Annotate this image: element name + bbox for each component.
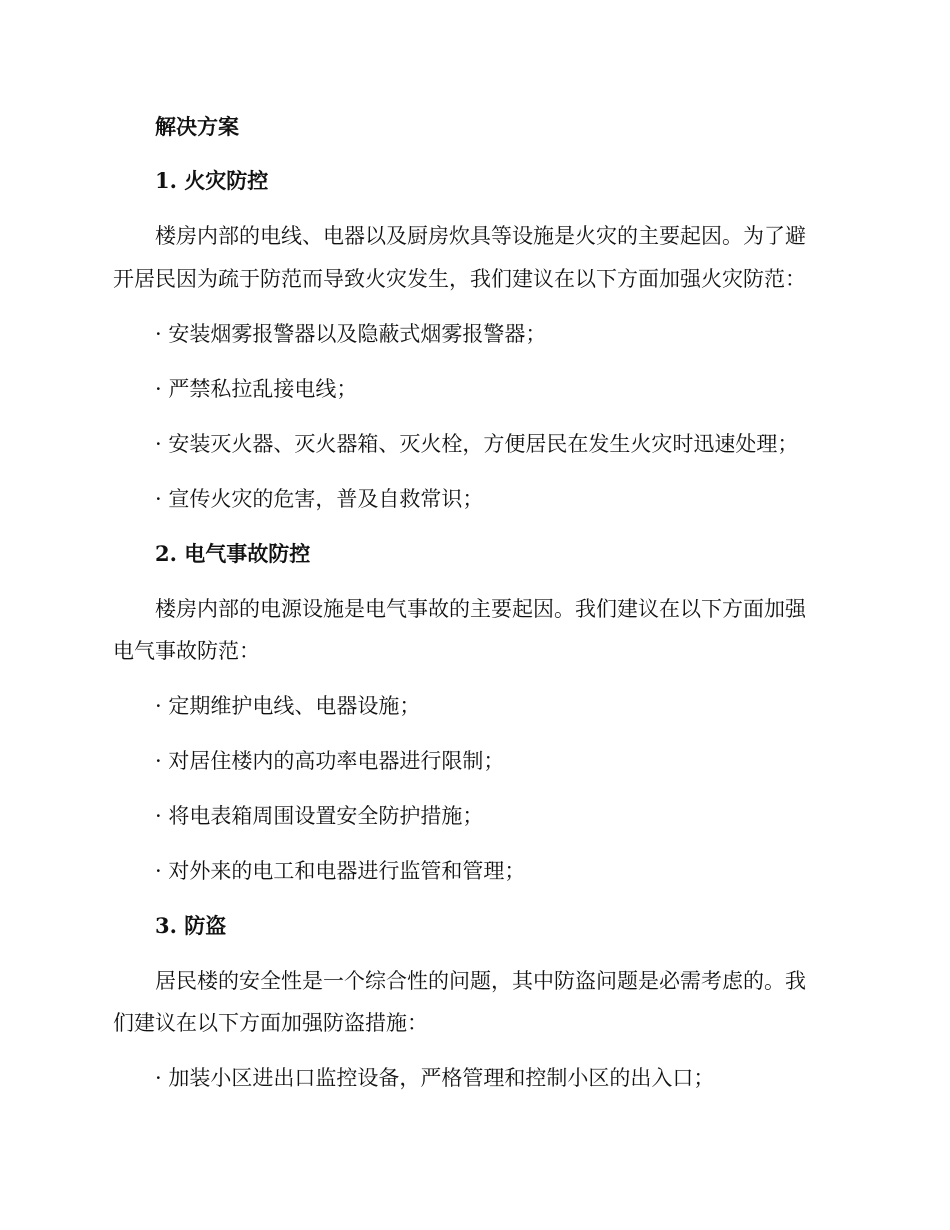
section-electrical-paragraph-line-2: 电气事故防范： [113,639,260,663]
section-title-electrical: 2. 电气事故防控 [155,541,311,566]
bullet-item: · 将电表箱周围设置安全防护措施； [155,804,484,828]
section-theft-paragraph-line-2: 们建议在以下方面加强防盗措施： [113,1011,428,1035]
document-heading: 解决方案 [155,114,239,139]
bullet-item: · 对居住楼内的高功率电器进行限制； [155,749,505,773]
section-title-fire: 1. 火灾防控 [155,168,269,193]
section-electrical-paragraph-line-1: 楼房内部的电源设施是电气事故的主要起因。我们建议在以下方面加强 [155,597,806,621]
section-theft-paragraph-line-1: 居民楼的安全性是一个综合性的问题，其中防盗问题是必需考虑的。我 [155,969,806,993]
bullet-item: · 宣传火灾的危害，普及自救常识； [155,487,484,511]
bullet-item: · 加装小区进出口监控设备，严格管理和控制小区的出入口； [155,1066,715,1090]
section-title-theft: 3. 防盗 [155,913,227,938]
section-fire-paragraph-line-2: 开居民因为疏于防范而导致火灾发生，我们建议在以下方面加强火灾防范： [113,267,806,291]
bullet-item: · 严禁私拉乱接电线； [155,377,358,401]
bullet-item: · 定期维护电线、电器设施； [155,694,421,718]
bullet-item: · 安装灭火器、灭火器箱、灭火栓，方便居民在发生火灾时迅速处理； [155,432,799,456]
bullet-item: · 安装烟雾报警器以及隐蔽式烟雾报警器； [155,322,547,346]
bullet-item: · 对外来的电工和电器进行监管和管理； [155,859,526,883]
section-fire-paragraph-line-1: 楼房内部的电线、电器以及厨房炊具等设施是火灾的主要起因。为了避 [155,224,806,248]
